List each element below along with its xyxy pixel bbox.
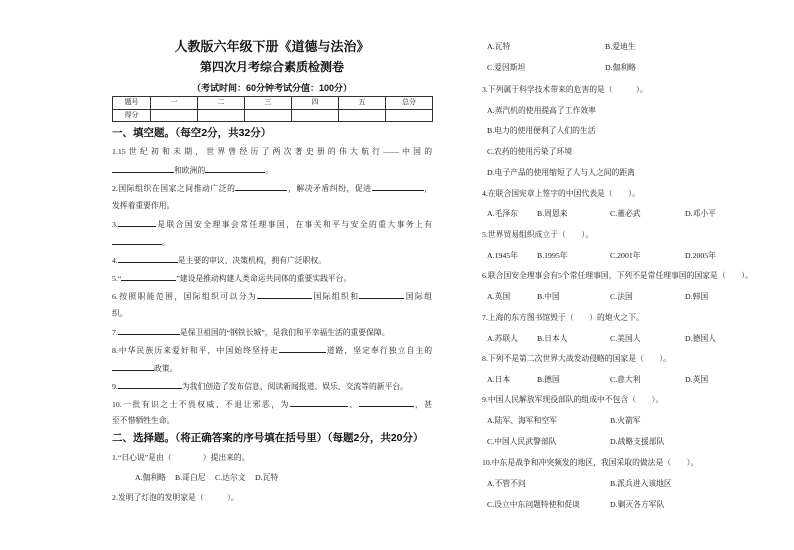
score-table-score-row xyxy=(113,109,433,122)
fill-in-q6-line-1 xyxy=(112,290,432,302)
question-text: ”建设是推动构建人类命运共同体的重要实践平台。 xyxy=(176,274,352,283)
choice-q8-stem: 8.下列不是第二次世界大战发动侵略的国家是（ ）。 xyxy=(482,354,672,363)
choice-q4-option-b: B.周恩来 xyxy=(537,209,568,218)
fill-in-q5 xyxy=(112,272,432,284)
choice-q7-option-a: A.苏联人 xyxy=(487,334,518,343)
answer-blank xyxy=(121,272,176,281)
answer-blank xyxy=(118,254,178,263)
question-text: 6.按照职能范围，国际组织可以分为 xyxy=(112,292,258,301)
choice-q7-option-b: B.日本人 xyxy=(537,334,568,343)
choice-q9-option-d: D.战略支援部队 xyxy=(610,437,665,446)
score-header-cell: 总分 xyxy=(386,97,433,110)
question-text: 1.15世纪初和末期，世界曾经历了两次著史册的伟大航行——中国的 xyxy=(112,147,432,156)
answer-blank xyxy=(112,362,154,371)
score-header-cell: 一 xyxy=(151,97,198,110)
question-text: 至不惜牺牲生命。 xyxy=(112,416,175,425)
choice-q9-options-row-1 xyxy=(482,415,772,427)
choice-q5-option-c: C.2001年 xyxy=(610,251,641,260)
fill-in-q7 xyxy=(112,326,432,338)
choice-q3-option-a: A.蒸汽机的使用提高了工作效率 xyxy=(487,106,596,115)
choice-q10-option-a: A.不管不问 xyxy=(487,479,526,488)
answer-blank xyxy=(112,164,174,173)
choice-q9-options-row-2 xyxy=(482,436,772,448)
question-text: 织。 xyxy=(112,309,128,318)
fill-in-q10-line-2 xyxy=(112,415,432,427)
question-text: 国际组 xyxy=(404,292,432,301)
right-column xyxy=(482,0,772,550)
fill-in-q8-line-2 xyxy=(112,362,432,374)
choice-q7-stem: 7.上海的东方图书馆毁于（ ）的炮火之下。 xyxy=(482,313,644,322)
score-header-cell: 三 xyxy=(245,97,292,110)
choice-q10-option-c: C.设立中东问题特使和促谈 xyxy=(487,500,580,509)
question-text: ，解决矛盾纠纷，促进 xyxy=(287,184,372,193)
choice-q3-option-b: B.电力的使用便利了人们的生活 xyxy=(487,126,596,135)
choice-q10-option-d: D.剿灭各方军队 xyxy=(610,500,665,509)
choice-q6-options xyxy=(482,291,772,303)
choice-q1-stem: 1.“日心说”是由（ ）提出来的。 xyxy=(112,453,250,462)
choice-q6-option-c: C.法国 xyxy=(610,292,633,301)
choice-q8-option-b: B.德国 xyxy=(537,375,560,384)
answer-blank xyxy=(290,398,348,407)
exam-title: 人教版六年级下册《道德与法治》 xyxy=(174,39,370,54)
choice-q4-stem: 4.在联合国宪章上签字的中国代表是（ ）。 xyxy=(482,189,640,198)
fill-in-section-heading: 一、填空题。（每空2分，共32分） xyxy=(112,127,272,139)
fill-in-q3-line-1 xyxy=(112,218,432,230)
choice-q6-option-a: A.英国 xyxy=(487,292,511,301)
question-text: ，甚 xyxy=(413,400,432,409)
fill-in-q2-line-1 xyxy=(112,182,432,194)
fill-in-q3-line-2 xyxy=(112,236,432,248)
answer-blank xyxy=(279,344,326,353)
question-text: 。 xyxy=(162,238,170,247)
choice-q1-option-a: A.伽利略 xyxy=(135,473,166,482)
fill-in-q1-line-2 xyxy=(112,164,432,176)
choice-q4-option-d: D.邓小平 xyxy=(685,209,716,218)
answer-blank xyxy=(118,326,180,335)
left-column xyxy=(112,0,432,550)
choice-q2-option-c: C.爱因斯坦 xyxy=(487,63,526,72)
answer-blank xyxy=(205,164,265,173)
choice-q8-option-c: C.意大利 xyxy=(610,375,641,384)
choice-q4-option-a: A.毛泽东 xyxy=(487,209,518,218)
choice-q2-option-b: B.爱迪生 xyxy=(605,42,636,51)
choice-q1-option-c: C.达尔文 xyxy=(215,473,246,482)
fill-in-q1-line-1 xyxy=(112,146,432,158)
choice-q2-option-d: D.伽利略 xyxy=(605,63,636,72)
choice-q10-options-row-1 xyxy=(482,478,772,490)
choice-q3-option-row-c xyxy=(482,146,772,158)
choice-q1-option-d: D.瓦特 xyxy=(255,473,279,482)
choice-q4-option-c: C.董必武 xyxy=(610,209,641,218)
choice-q3-option-row-a xyxy=(482,105,772,117)
choice-q10-option-b: B.派兵进入该地区 xyxy=(610,479,672,488)
question-text: 2.国际组织在国家之间推动广泛的 xyxy=(112,184,236,193)
choice-q8-options xyxy=(482,374,772,386)
question-text: 、 xyxy=(347,400,359,409)
score-header-cell: 五 xyxy=(339,97,386,110)
choice-q5-option-b: B.1995年 xyxy=(537,251,568,260)
answer-blank xyxy=(118,218,156,227)
score-cell xyxy=(339,109,386,122)
exam-subtitle: 第四次月考综合素质检测卷 xyxy=(199,60,344,74)
choice-q2-stem: 2.发明了灯泡的发明家是（ ）。 xyxy=(112,493,239,502)
choice-q3-option-row-d xyxy=(482,167,772,179)
choice-q6-stem: 6.联合国安全理事会有5个常任理事国，下列不是常任理事国的国家是（ ）。 xyxy=(482,271,753,280)
answer-blank xyxy=(235,182,287,191)
choice-q5-option-d: D.2005年 xyxy=(685,251,716,260)
question-text: 国际组织和 xyxy=(312,292,360,301)
choice-q3-option-row-b xyxy=(482,125,772,137)
question-text: 和欧洲的 xyxy=(174,166,206,175)
answer-blank xyxy=(359,290,404,299)
choice-q4-options xyxy=(482,208,772,220)
fill-in-q8-line-1 xyxy=(112,344,432,356)
score-cell xyxy=(198,109,245,122)
choice-q1-options xyxy=(112,472,432,484)
choice-q6-option-b: B.中国 xyxy=(537,292,560,301)
choice-q7-options xyxy=(482,333,772,345)
choice-q3-option-c: C.农药的使用污染了环境 xyxy=(487,147,573,156)
answer-blank xyxy=(112,236,162,245)
choice-q7-option-c: C.美国人 xyxy=(610,334,641,343)
answer-blank xyxy=(372,182,424,191)
exam-info: （考试时间：60分钟考试分值：100分） xyxy=(191,83,353,93)
answer-blank xyxy=(257,290,312,299)
question-text: ， xyxy=(423,184,432,193)
fill-in-q9 xyxy=(112,380,432,392)
score-table xyxy=(112,96,433,122)
question-text: 7. xyxy=(112,328,118,337)
fill-in-q2-line-2 xyxy=(112,200,432,212)
question-text: 发挥着重要作用。 xyxy=(112,201,175,210)
choice-q2-option-a: A.瓦特 xyxy=(487,42,511,51)
question-text: 。 xyxy=(265,166,273,175)
question-text: 是联合国安全理事会常任理事国，在事关和平与安全的重大事务上有 xyxy=(155,220,432,229)
score-cell xyxy=(151,109,198,122)
choice-q9-stem: 9.中国人民解放军现役部队的组成中不包含（ ）。 xyxy=(482,395,664,404)
score-cell xyxy=(292,109,339,122)
choice-q5-stem: 5.世界贸易组织成立于（ ）。 xyxy=(482,230,594,239)
question-text: 3. xyxy=(112,220,118,229)
question-text: 5.“ xyxy=(112,274,122,283)
choice-q2-options-row-1 xyxy=(482,41,772,53)
question-text: 是主要的审议、决策机构，拥有广泛职权。 xyxy=(177,256,326,265)
choice-q9-option-c: C.中国人民武警部队 xyxy=(487,437,557,446)
question-text: 9. xyxy=(112,382,118,391)
choice-q2-options-row-2 xyxy=(482,62,772,74)
score-table-header-row xyxy=(113,97,433,110)
question-text: 道路，坚定奉行独立自主的 xyxy=(325,346,432,355)
fill-in-q6-line-2 xyxy=(112,308,432,320)
choice-q5-options xyxy=(482,250,772,262)
question-text: 为我们创造了发布信息、阅读新闻报道、娱乐、交流等的新平台。 xyxy=(181,382,408,391)
choice-section-heading: 二、选择题。（将正确答案的序号填在括号里）（每题2分，共20分） xyxy=(112,432,424,444)
score-header-cell: 二 xyxy=(198,97,245,110)
score-header-cell: 题号 xyxy=(113,97,151,110)
fill-in-q4 xyxy=(112,254,432,266)
score-row-label: 得分 xyxy=(113,109,151,122)
question-text: 政策。 xyxy=(154,364,178,373)
question-text: 是保卫祖国的“钢铁长城”，是我们和平幸福生活的重要保障。 xyxy=(179,328,390,337)
choice-q8-option-d: D.英国 xyxy=(685,375,709,384)
question-text: 8.中华民族历来爱好和平，中国始终坚持走 xyxy=(112,346,279,355)
answer-blank xyxy=(359,398,414,407)
choice-q3-stem: 3.下列属于科学技术带来的危害的是（ ）。 xyxy=(482,85,648,94)
choice-q3-option-d: D.电子产品的使用缩短了人与人之间的距离 xyxy=(487,168,635,177)
choice-q10-options-row-2 xyxy=(482,499,772,511)
choice-q1-option-b: B.哥白尼 xyxy=(175,473,206,482)
score-cell xyxy=(386,109,433,122)
choice-q8-option-a: A.日本 xyxy=(487,375,511,384)
choice-q9-option-b: B.火箭军 xyxy=(610,416,641,425)
question-text: 4. xyxy=(112,256,118,265)
choice-q9-option-a: A.陆军、海军和空军 xyxy=(487,416,557,425)
choice-q7-option-d: D.德国人 xyxy=(685,334,716,343)
score-cell xyxy=(245,109,292,122)
choice-q10-stem: 10.中东是战争和冲突频发的地区，我国采取的做法是（ ）。 xyxy=(482,458,699,467)
question-text: 10.一批有识之士不畏权威、不退让邪恶，为 xyxy=(112,400,290,409)
choice-q5-option-a: A.1945年 xyxy=(487,251,518,260)
answer-blank xyxy=(118,380,182,389)
score-header-cell: 四 xyxy=(292,97,339,110)
fill-in-q10-line-1 xyxy=(112,398,432,410)
choice-q6-option-d: D.韩国 xyxy=(685,292,709,301)
